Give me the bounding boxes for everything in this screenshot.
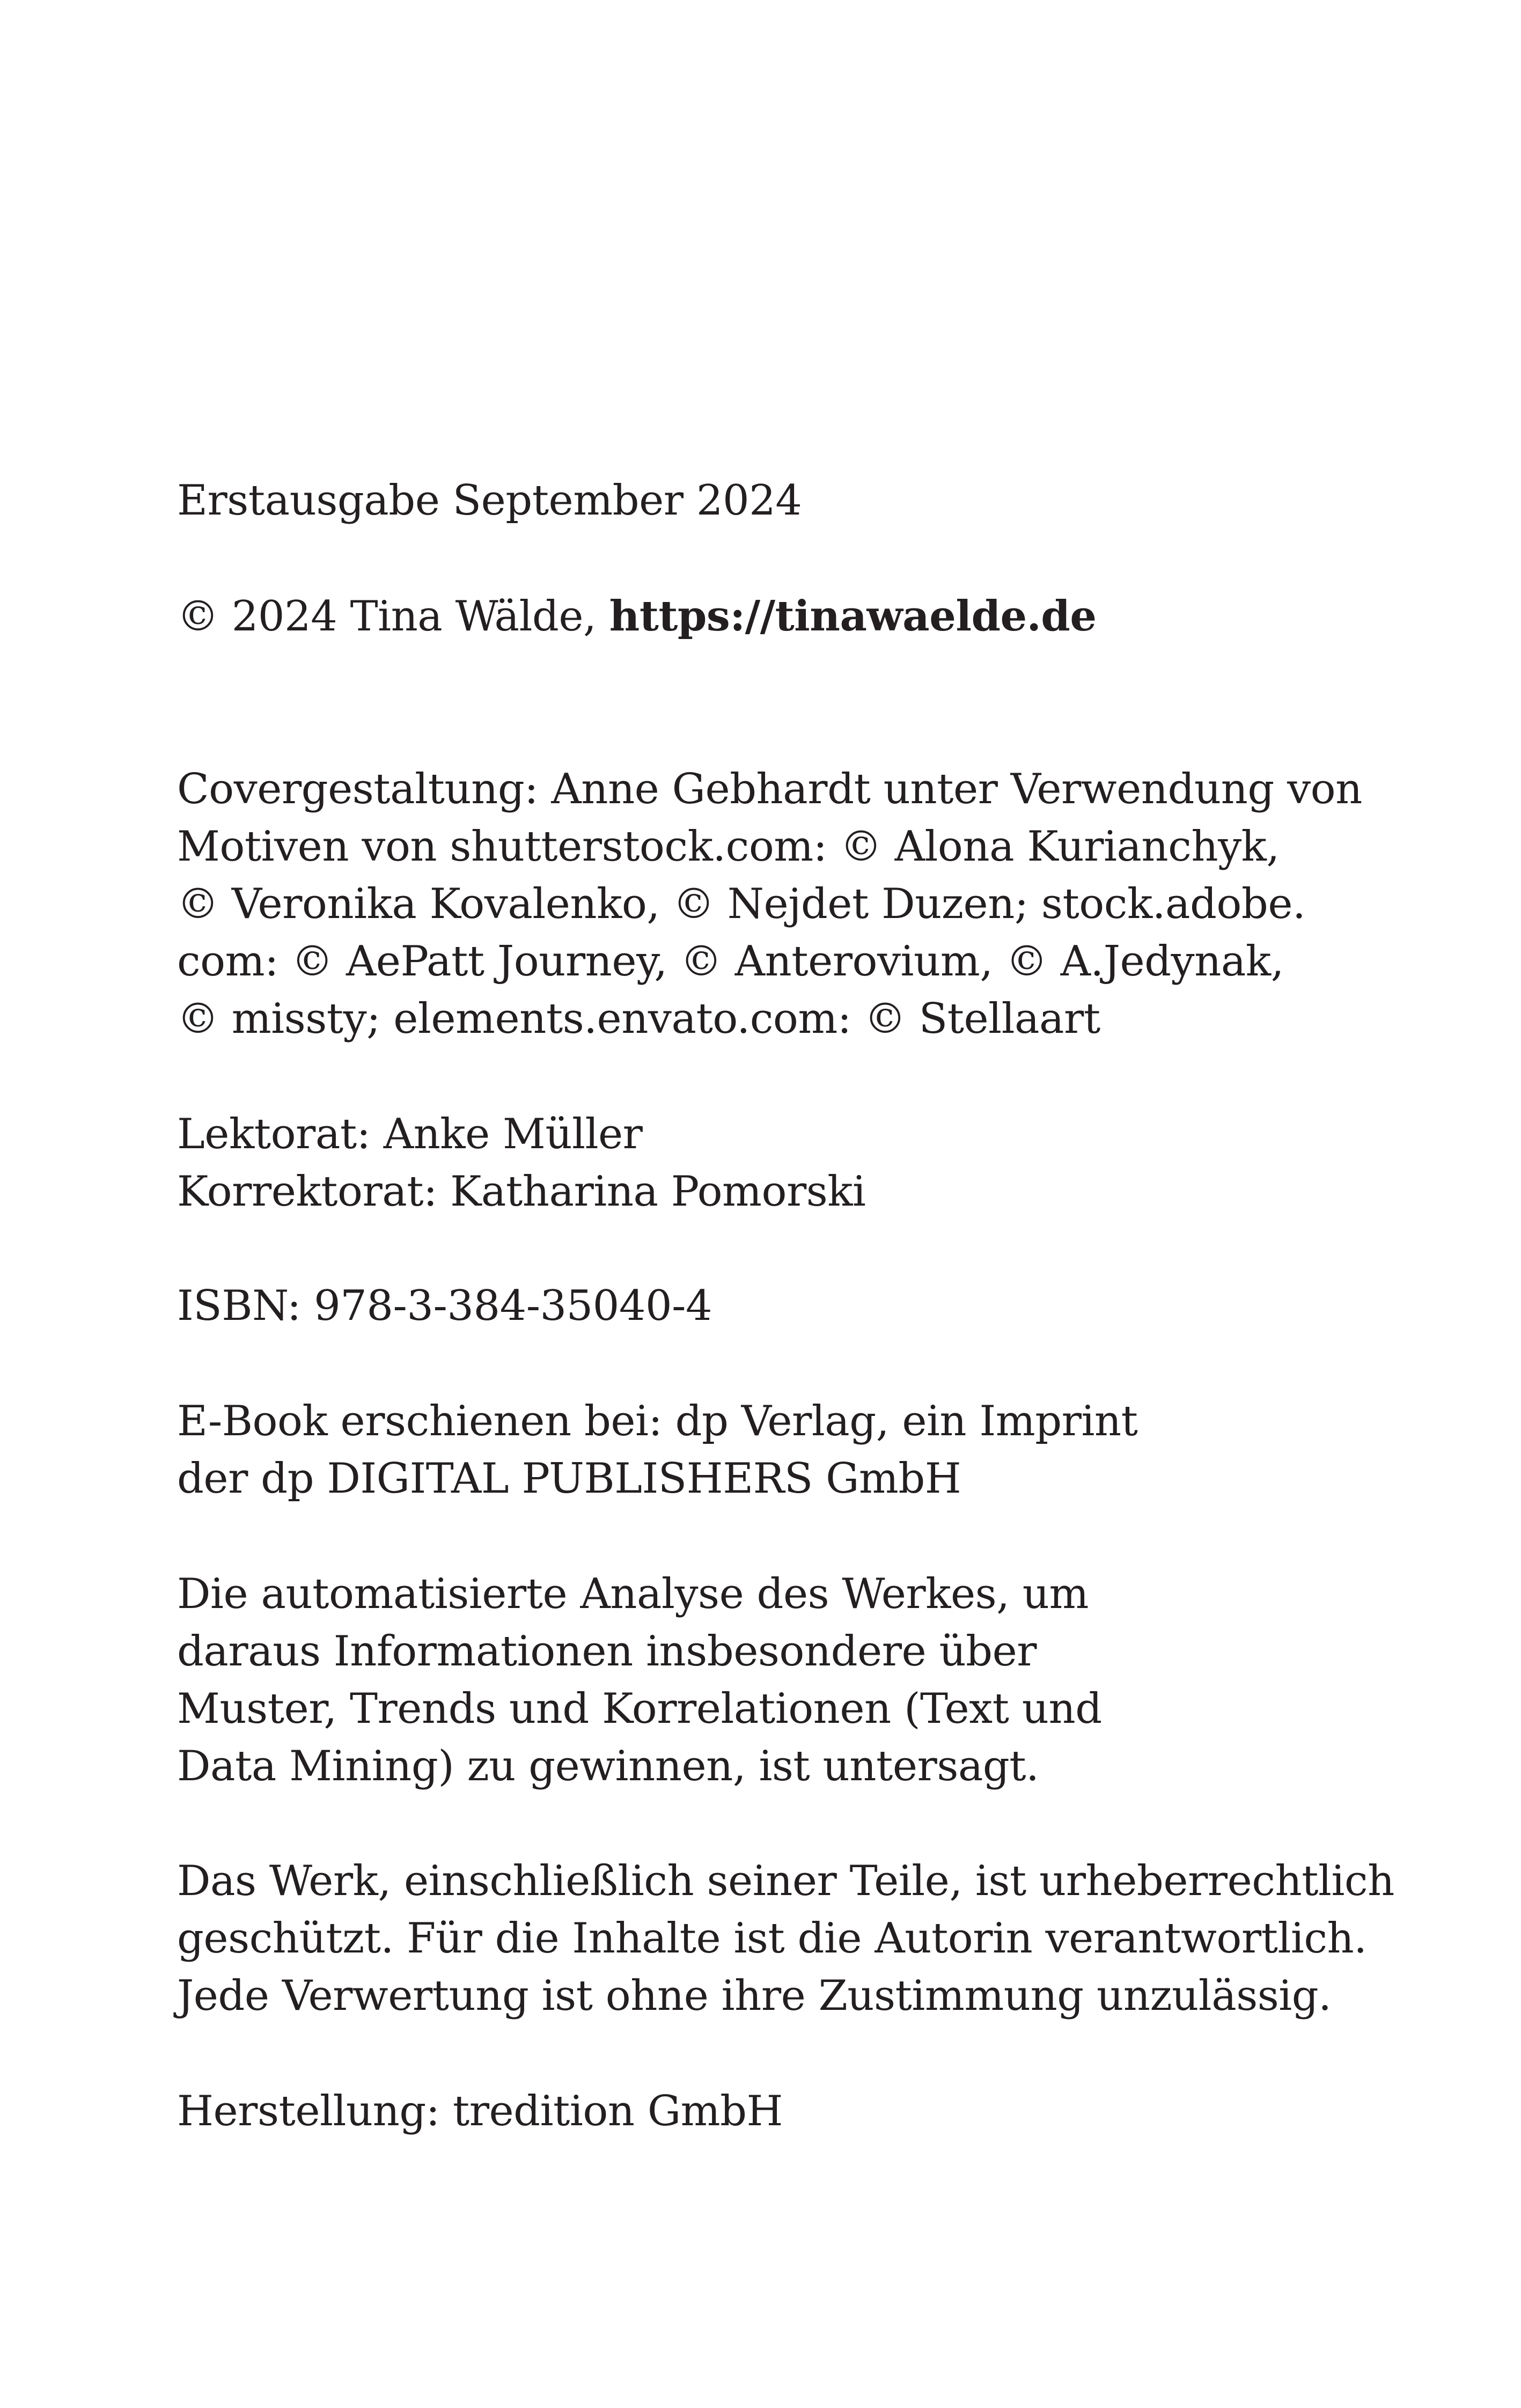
edition-line: Erstausgabe September 2024 (177, 476, 802, 525)
rights-notice-line: Jede Verwertung ist ohne ihre Zustimmung unzulässig. (177, 1972, 1332, 2020)
copyright-text: © 2024 Tina Wälde, (177, 592, 609, 641)
publisher-line: der dp DIGITAL PUBLISHERS GmbH (177, 1455, 961, 1503)
isbn-line: ISBN: 978-3-384-35040-4 (177, 1282, 712, 1330)
text-data-mining-notice (177, 1566, 1411, 1795)
cover-design-line: © Veronika Kovalenko, © Nejdet Duzen; stock.adobe. (177, 880, 1306, 928)
cover-design-line: Covergestaltung: Anne Gebhardt unter Verwendung von (177, 765, 1362, 813)
cover-design-line: Motiven von shutterstock.com: © Alona Kurianchyk, (177, 823, 1280, 871)
production-note (177, 2083, 1411, 2140)
copyright-line (177, 588, 1411, 645)
publisher-note (177, 1393, 1411, 1508)
rights-notice-line: geschützt. Für die Inhalte ist die Autorin verantwortlich. (177, 1914, 1367, 1963)
editing-credits (177, 1106, 1411, 1221)
rights-notice-line: Das Werk, einschließlich seiner Teile, ist urheberrechtlich (177, 1857, 1394, 1905)
tdm-notice-line: Muster, Trends und Korrelationen (Text und (177, 1685, 1102, 1733)
isbn-note (177, 1278, 1411, 1335)
edition-note (177, 472, 1411, 530)
author-website-link[interactable]: https://tinawaelde.de (609, 592, 1097, 641)
editor-line: Lektorat: Anke Müller (177, 1110, 643, 1158)
cover-design-line: © missty; elements.envato.com: © Stellaart (177, 995, 1100, 1043)
tdm-notice-line: Data Mining) zu gewinnen, ist untersagt. (177, 1742, 1039, 1790)
copyright-note (177, 588, 1411, 645)
tdm-notice-line: Die automatisierte Analyse des Werkes, um (177, 1570, 1089, 1618)
rights-notice (177, 1853, 1411, 2025)
cover-design-credits (177, 761, 1411, 1048)
publisher-line: E-Book erschienen bei: dp Verlag, ein Imprint (177, 1397, 1138, 1445)
production-line: Herstellung: tredition GmbH (177, 2087, 783, 2135)
cover-design-line: com: © AePatt Journey, © Anterovium, © A.Jedynak, (177, 937, 1284, 986)
tdm-notice-line: daraus Informationen insbesondere über (177, 1627, 1037, 1676)
proofreader-line: Korrektorat: Katharina Pomorski (177, 1168, 866, 1216)
